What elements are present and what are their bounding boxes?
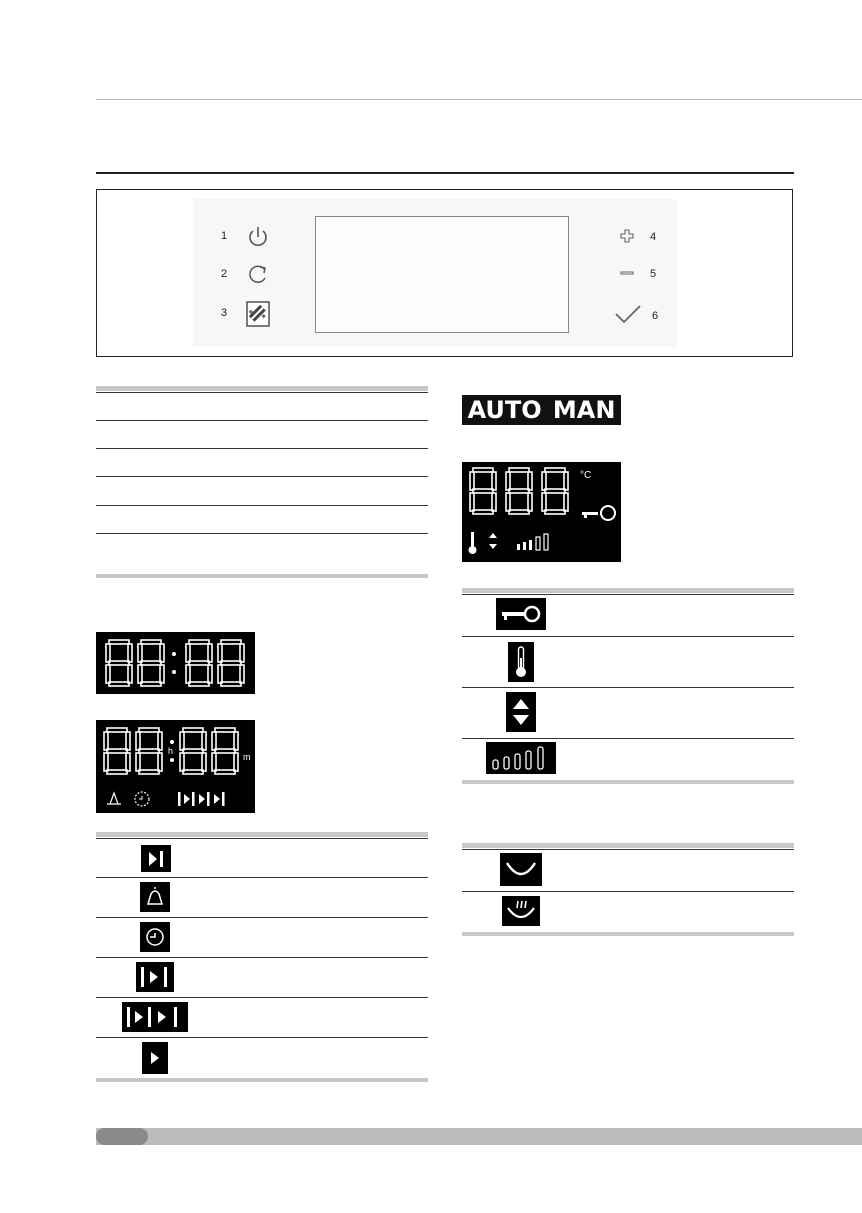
minus-icon[interactable] xyxy=(619,267,635,279)
auto-label: AUTO xyxy=(467,396,542,424)
right-table-bottom-rule xyxy=(462,780,794,784)
temperature-display xyxy=(462,462,621,562)
table-row-line xyxy=(96,838,428,839)
temperature-display-graphic xyxy=(462,462,621,562)
page-tab xyxy=(96,1128,148,1145)
header-rule xyxy=(96,99,862,100)
table-row-line xyxy=(96,448,428,449)
table-row-line xyxy=(96,533,428,534)
table-top-rule xyxy=(96,386,428,391)
table-row-line xyxy=(96,1037,428,1038)
thermometer-icon xyxy=(508,642,534,682)
hour-mark: h xyxy=(168,746,174,756)
timer-display xyxy=(96,720,255,813)
table-row-line xyxy=(96,877,428,878)
timer-display-graphic xyxy=(96,720,255,813)
table-row-line xyxy=(96,392,428,393)
minute-mark: m xyxy=(243,752,251,762)
button-number-6: 6 xyxy=(652,310,659,322)
mode-display xyxy=(462,395,621,425)
up-down-arrows-icon xyxy=(506,692,536,732)
table-row-line xyxy=(96,476,428,477)
dish-table-top-rule xyxy=(462,843,794,848)
end-time-icon xyxy=(141,845,171,872)
key-lock-icon xyxy=(496,598,546,630)
right-table-top-rule xyxy=(462,588,794,593)
table-row-line xyxy=(462,738,794,739)
icon-table-top-rule xyxy=(96,832,428,837)
button-number-5: 5 xyxy=(650,268,657,280)
bell-icon xyxy=(140,882,170,912)
man-label: MAN xyxy=(552,396,616,424)
table-row-line xyxy=(96,957,428,958)
footer-bar xyxy=(96,1128,862,1145)
button-number-4: 4 xyxy=(650,231,657,243)
table-row-line xyxy=(462,594,794,595)
button-number-2: 2 xyxy=(221,268,228,280)
table-bottom-rule xyxy=(96,574,428,578)
table-row-line xyxy=(96,997,428,998)
table-row-line xyxy=(462,849,794,850)
panel-display-window xyxy=(315,216,569,333)
table-row-line xyxy=(462,891,794,892)
table-row-line xyxy=(462,687,794,688)
start-icon xyxy=(142,1042,168,1074)
clock-display xyxy=(96,632,255,694)
plus-icon[interactable] xyxy=(619,228,635,244)
title-rule xyxy=(96,172,794,174)
start-end-icon xyxy=(136,962,174,992)
celsius-unit: °C xyxy=(580,470,592,481)
dish-steam-icon xyxy=(502,896,540,926)
table-row-line xyxy=(96,420,428,421)
check-icon[interactable] xyxy=(614,303,642,325)
clock-display-digits xyxy=(96,632,255,694)
duration-clock-icon xyxy=(140,922,170,952)
button-number-1: 1 xyxy=(221,230,228,242)
child-lock-icon[interactable] xyxy=(246,301,270,327)
double-step-icon xyxy=(122,1002,188,1032)
power-icon[interactable] xyxy=(245,224,271,250)
level-bars-icon xyxy=(486,742,556,774)
dish-icon xyxy=(500,853,542,886)
table-row-line xyxy=(462,636,794,637)
table-row-line xyxy=(96,505,428,506)
icon-table-bottom-rule xyxy=(96,1078,428,1082)
table-row-line xyxy=(96,917,428,918)
button-number-3: 3 xyxy=(221,307,228,319)
dish-table-bottom-rule xyxy=(462,932,794,936)
rotate-icon[interactable] xyxy=(246,262,270,286)
